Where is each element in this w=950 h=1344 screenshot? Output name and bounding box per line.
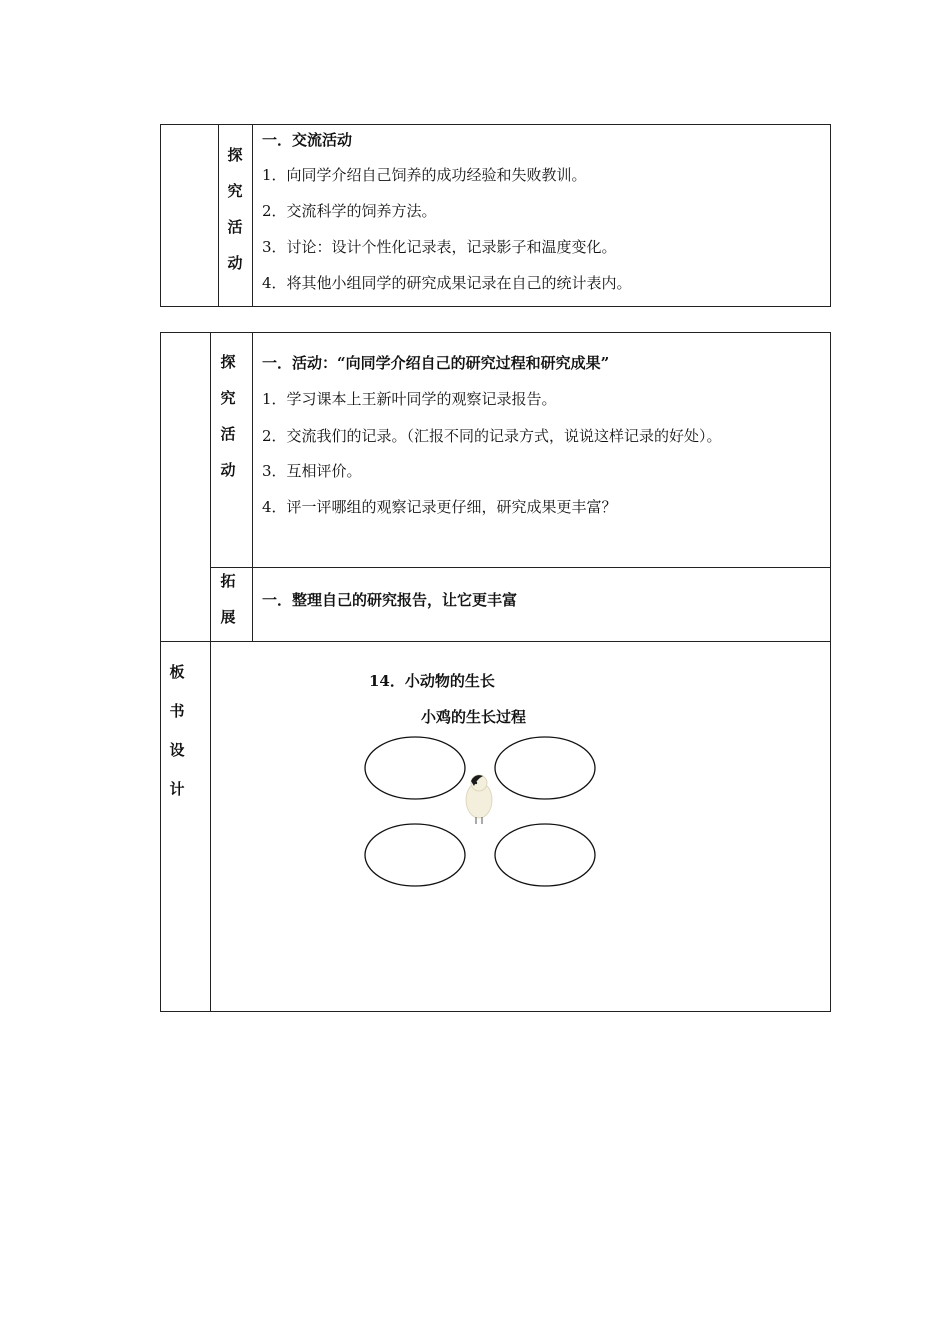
explore-item: 4．评一评哪组的观察记录更仔细，研究成果更丰富？ [262, 498, 617, 516]
table1-col-divider-2 [252, 124, 253, 307]
stage-oval-top-right [495, 737, 595, 799]
explore-item: 2．交流我们的记录。（汇报不同的记录方式，说说这样记录的好处）。 [262, 427, 722, 445]
table2-row-divider-1 [210, 567, 831, 568]
table1-item: 2．交流科学的饲养方法。 [262, 202, 437, 220]
extend-text: 一．整理自己的研究报告，让它更丰富 [262, 591, 518, 609]
extend-side-label: 拓 展 [220, 572, 236, 626]
board-side-label: 板 书 设 计 [169, 663, 185, 798]
table1-side-label: 探 究 活 动 [227, 146, 243, 272]
chick-icon [466, 775, 492, 824]
explore-heading: 一．活动：“向同学介绍自己的研究过程和研究成果” [262, 354, 610, 372]
board-title: 14．小动物的生长 [369, 672, 495, 690]
table1-item: 4．将其他小组同学的研究成果记录在自己的统计表内。 [262, 274, 632, 292]
table2-row-divider-2 [160, 641, 831, 642]
stage-oval-bottom-right [495, 824, 595, 886]
growth-diagram [360, 733, 620, 893]
table1-item: 3．讨论：设计个性化记录表，记录影子和温度变化。 [262, 238, 617, 256]
stage-oval-bottom-left [365, 824, 465, 886]
table1-item: 1．向同学介绍自己饲养的成功经验和失败教训。 [262, 166, 587, 184]
stage-oval-top-left [365, 737, 465, 799]
table2-inner-col-divider [252, 332, 253, 641]
table2-outer-col-divider [210, 332, 211, 1012]
table1-heading: 一．交流活动 [262, 131, 353, 149]
explore-item: 1．学习课本上王新叶同学的观察记录报告。 [262, 390, 557, 408]
board-subtitle: 小鸡的生长过程 [421, 708, 527, 726]
explore-side-label: 探 究 活 动 [220, 353, 236, 479]
table1-col-divider-1 [218, 124, 219, 307]
explore-item: 3．互相评价。 [262, 462, 362, 480]
